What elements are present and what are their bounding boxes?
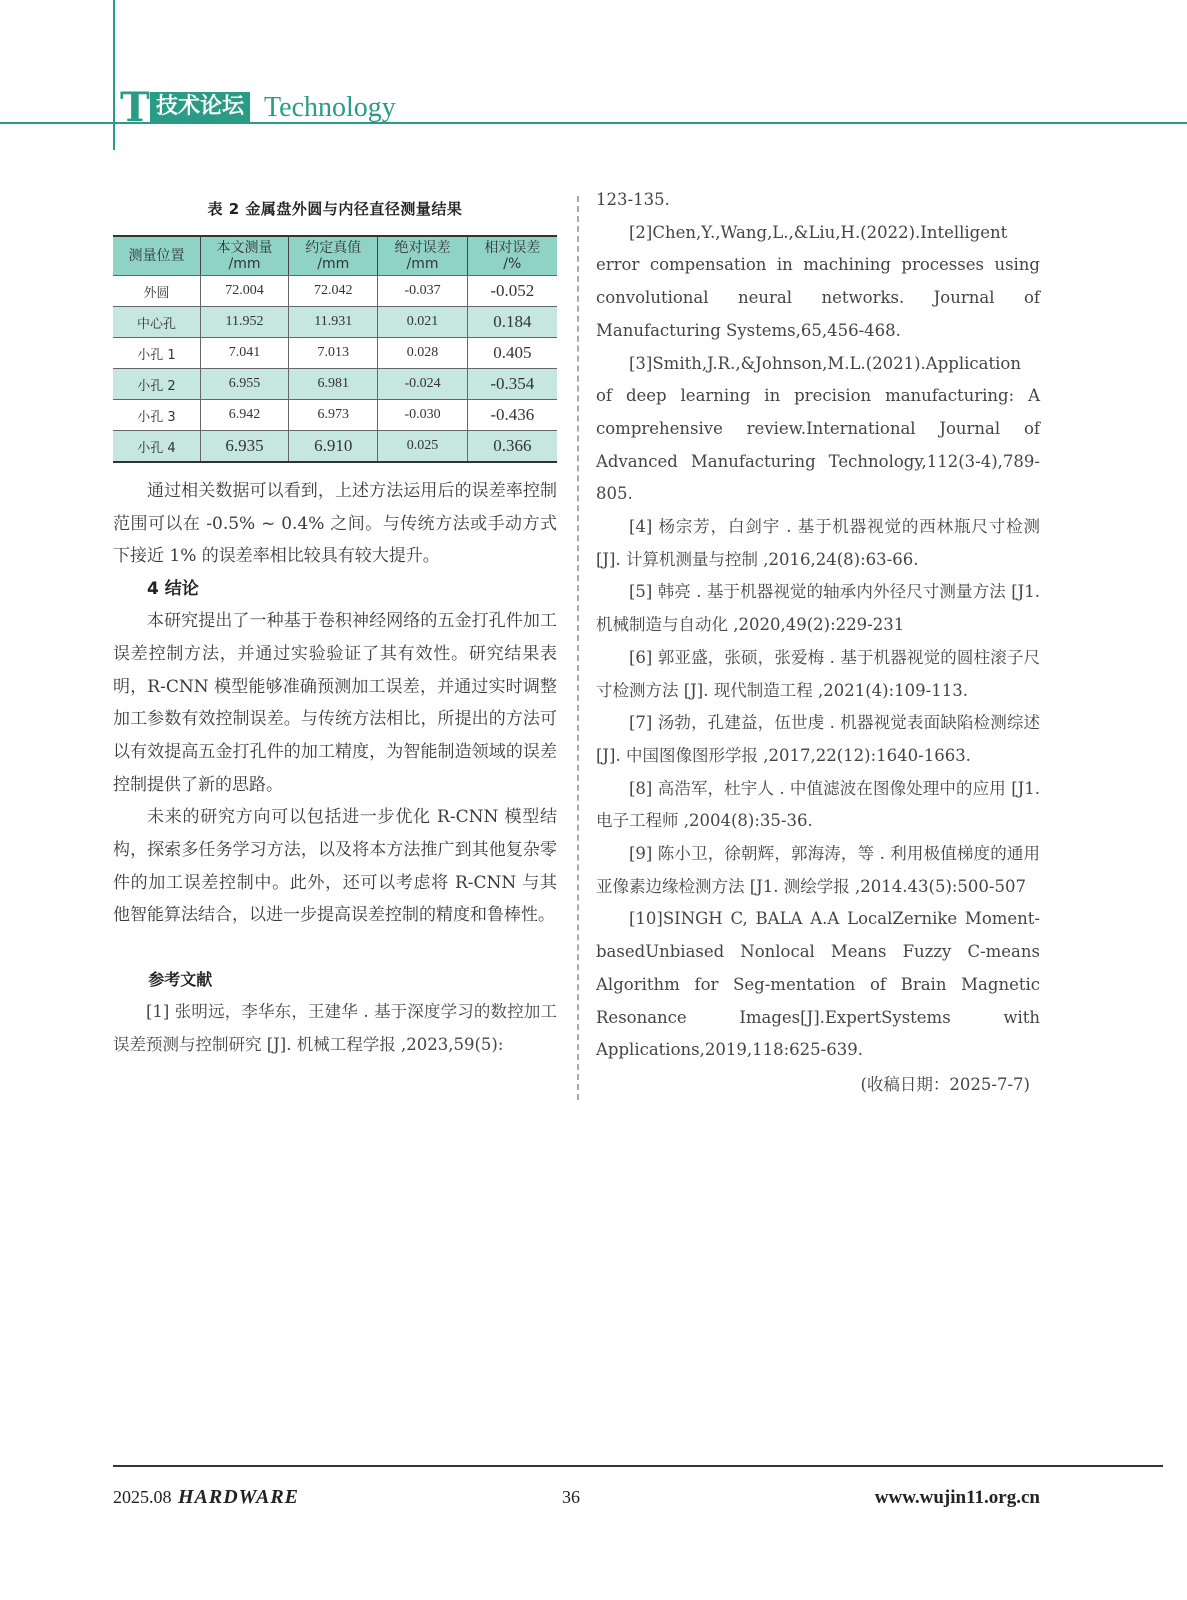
body-paragraph: 本研究提出了一种基于卷积神经网络的五金打孔件加工误差控制方法，并通过实验验证了其有效性。研究结果表明，R-CNN 模型能够准确预测加工误差，并通过实时调整加工参数有效控制误差。与传统方法相比，所提出的方法可以有效提高五金打孔件的加工精度，为智能制造领域的误差控制提供了新的思路。: [113, 611, 557, 795]
right-column: [596, 190, 1040, 1101]
table-row: [113, 431, 557, 463]
table-cell: 7.013: [289, 338, 378, 369]
table-cell: 0.021: [378, 307, 467, 338]
table-row: [113, 307, 557, 338]
table-row: [113, 369, 557, 400]
table-cell: 0.405: [467, 338, 557, 369]
reference-item: [4] 杨宗芳，白剑宇 . 基于机器视觉的西林瓶尺寸检测 [J]. 计算机测量与控制 ,2016,24(8):63-66.: [596, 517, 1040, 569]
table-cell: -0.024: [378, 369, 467, 400]
footer-issue-date: 2025.08: [113, 1487, 172, 1507]
footer-website: www.wujin11.org.cn: [874, 1487, 1040, 1508]
section-badge-cn: 技术论坛: [150, 92, 250, 122]
column-divider: [577, 196, 579, 1100]
table-cell: 小孔 1: [113, 338, 200, 369]
received-date: (收稿日期：2025-7-7): [860, 1074, 1030, 1094]
section-title-en: Technology: [264, 92, 396, 123]
header-line: 约定真值: [305, 240, 362, 256]
table-cell: 小孔 3: [113, 400, 200, 431]
header-unit: /%: [503, 256, 522, 272]
measurement-table: [113, 235, 557, 463]
header-unit: /mm: [317, 256, 350, 272]
footer-rule: [113, 1465, 1163, 1467]
table-header-cell: [200, 236, 288, 276]
table-cell: 0.184: [467, 307, 557, 338]
table-cell: 0.028: [378, 338, 467, 369]
table-header-cell: [113, 236, 200, 276]
reference-item: [1] 张明远，李华东，王建华 . 基于深度学习的数控加工误差预测与控制研究 [J]. 机械工程学报 ,2023,59(5):: [113, 1002, 557, 1054]
table-cell: -0.052: [467, 276, 557, 307]
header-line: 本文测量: [216, 240, 273, 256]
table-cell: 中心孔: [113, 307, 200, 338]
table-cell: 6.981: [289, 369, 378, 400]
header-line: 测量位置: [128, 248, 185, 264]
table-cell: 72.042: [289, 276, 378, 307]
table-cell: -0.354: [467, 369, 557, 400]
spacer: [113, 932, 557, 964]
table-cell: 6.935: [200, 431, 288, 463]
reference-item: [8] 高浩军，杜宇人 . 中值滤波在图像处理中的应用 [J1. 电子工程师 ,2004(8):35-36.: [596, 778, 1040, 831]
table-cell: 小孔 4: [113, 431, 200, 463]
header-line: 相对误差: [484, 240, 541, 256]
body-paragraph: 通过相关数据可以看到，上述方法运用后的误差率控制范围可以在 -0.5% ~ 0.4% 之间。与传统方法或手动方式下接近 1% 的误差率相比较具有较大提升。: [113, 481, 557, 567]
table-header-cell: [467, 236, 557, 276]
table-cell: 0.366: [467, 431, 557, 463]
section-heading-conclusion: 4 结论: [147, 579, 199, 600]
section-logo-letter: T: [120, 84, 150, 131]
table-caption: 表 2 金属盘外圆与内径直径测量结果: [207, 200, 463, 218]
reference-item: [2]Chen,Y.,Wang,L.,&Liu,H.(2022).Intelligent error compensation in machining processes using convolutional neural networks. Journal of Manufacturing Systems,65,456-468.: [596, 222, 1040, 340]
reference-item: [7] 汤勃，孔建益，伍世虔 . 机器视觉表面缺陷检测综述 [J]. 中国图像图形学报 ,2017,22(12):1640-1663.: [596, 713, 1040, 765]
table-row: [113, 338, 557, 369]
table-cell: 小孔 2: [113, 369, 200, 400]
table-cell: 7.041: [200, 338, 288, 369]
table-row: [113, 400, 557, 431]
table-cell: 6.955: [200, 369, 288, 400]
page-number: 36: [562, 1487, 580, 1507]
table-cell: 6.973: [289, 400, 378, 431]
table-cell: -0.037: [378, 276, 467, 307]
left-column: [113, 198, 557, 1062]
reference-item: [10]SINGH C, BALA A.A LocalZernike Moment-basedUnbiased Nonlocal Means Fuzzy C-means Algorithm for Seg-mentation of Brain Magnetic Resonance Images[J].ExpertSystems with Applications,2019,118:625-639.: [596, 909, 1040, 1060]
header-line: 绝对误差: [394, 240, 451, 256]
table-row: [113, 276, 557, 307]
reference-item: [6] 郭亚盛，张硕，张爱梅 . 基于机器视觉的圆柱滚子尺寸检测方法 [J]. 现代制造工程 ,2021(4):109-113.: [596, 647, 1040, 700]
table-cell: -0.436: [467, 400, 557, 431]
footer-brand: HARDWARE: [178, 1486, 299, 1508]
references-title: 参考文献: [148, 970, 213, 990]
reference-item-continued: 123-135.: [596, 190, 670, 209]
table-cell: 6.942: [200, 400, 288, 431]
header-unit: /mm: [228, 256, 261, 272]
table-cell: 0.025: [378, 431, 467, 463]
body-paragraph: 未来的研究方向可以包括进一步优化 R-CNN 模型结构，探索多任务学习方法，以及将本方法推广到其他复杂零件的加工误差控制中。此外，还可以考虑将 R-CNN 与其他智能算法结合，以进一步提高误差控制的精度和鲁棒性。: [113, 807, 557, 926]
header-vertical-rule: [113, 0, 115, 150]
header-horizontal-rule: [0, 122, 1187, 124]
table-cell: 6.910: [289, 431, 378, 463]
reference-item: [5] 韩亮 . 基于机器视觉的轴承内外径尺寸测量方法 [J1. 机械制造与自动化 ,2020,49(2):229-231: [596, 582, 1040, 635]
reference-item: [9] 陈小卫，徐朝辉，郭海涛，等 . 利用极值梯度的通用亚像素边缘检测方法 [J1. 测绘学报 ,2014.43(5):500-507: [596, 844, 1040, 896]
table-cell: 72.004: [200, 276, 288, 307]
table-header-cell: [289, 236, 378, 276]
table-cell: 11.952: [200, 307, 288, 338]
table-cell: 外圆: [113, 276, 200, 307]
reference-item: [3]Smith,J.R.,&Johnson,M.L.(2021).Application of deep learning in precision manufacturing: A comprehensive review.International Journal of Advanced Manufacturing Technology,112(3-4),789-805.: [596, 353, 1040, 504]
table-header-cell: [378, 236, 467, 276]
table-cell: -0.030: [378, 400, 467, 431]
table-cell: 11.931: [289, 307, 378, 338]
header-unit: /mm: [406, 256, 439, 272]
table-header-row: [113, 236, 557, 276]
